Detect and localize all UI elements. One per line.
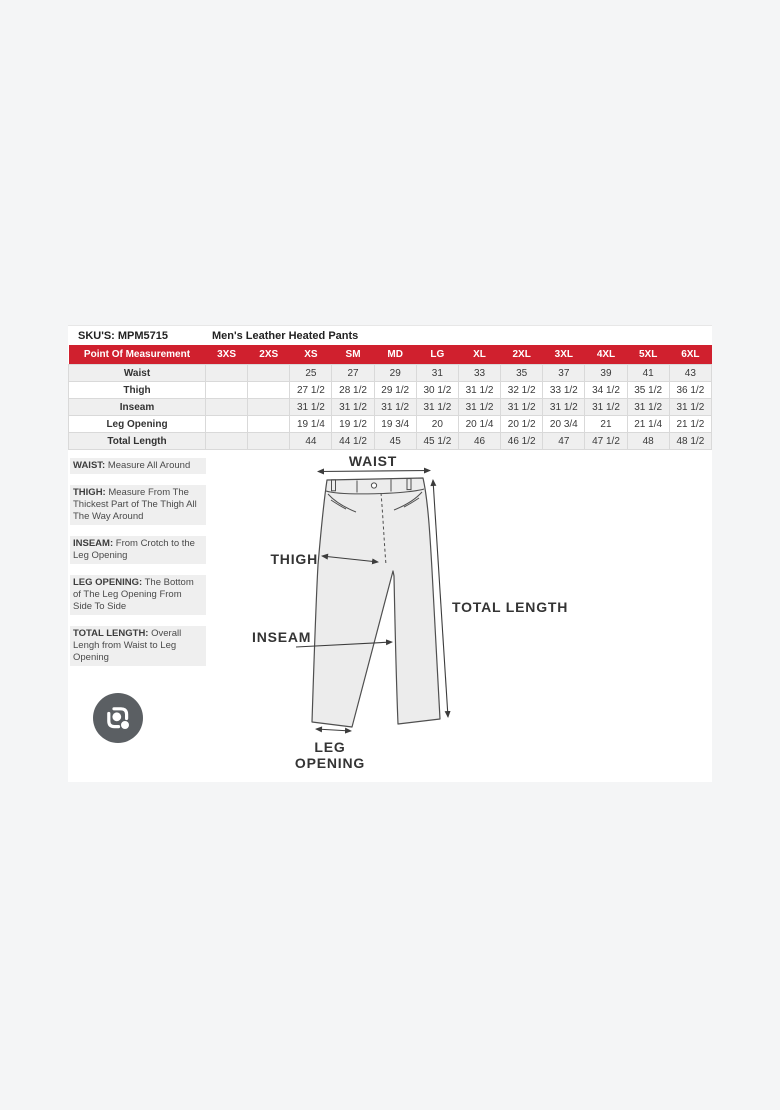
col-header-sm: SM bbox=[332, 345, 374, 365]
col-header-lg: LG bbox=[416, 345, 458, 365]
measurement-cell: 46 1/2 bbox=[501, 433, 543, 450]
col-header-2xs: 2XS bbox=[248, 345, 290, 365]
measurement-cell: 31 1/2 bbox=[290, 399, 332, 416]
total-length-label: TOTAL LENGTH bbox=[452, 599, 569, 615]
measurement-cell bbox=[206, 399, 248, 416]
measurement-cell: 31 1/2 bbox=[458, 399, 500, 416]
measurement-cell bbox=[248, 382, 290, 399]
table-row bbox=[69, 365, 712, 382]
col-header-xl: XL bbox=[458, 345, 500, 365]
measurement-cell bbox=[206, 416, 248, 433]
measurement-cell: 31 1/2 bbox=[669, 399, 711, 416]
measurement-cell: 27 bbox=[332, 365, 374, 382]
measurement-cell: 31 1/2 bbox=[543, 399, 585, 416]
sku-label: SKU'S: MPM5715 bbox=[78, 329, 169, 342]
definition-term: LEG OPENING: bbox=[73, 577, 143, 588]
measurement-cell: 21 1/2 bbox=[669, 416, 711, 433]
definitions-list bbox=[70, 458, 206, 677]
measurement-cell: 33 1/2 bbox=[543, 382, 585, 399]
measurement-cell bbox=[248, 399, 290, 416]
measurement-cell: 41 bbox=[627, 365, 669, 382]
measurement-cell: 31 1/2 bbox=[374, 399, 416, 416]
measurement-cell: 20 3/4 bbox=[543, 416, 585, 433]
measurement-cell: 25 bbox=[290, 365, 332, 382]
measurement-cell: 44 1/2 bbox=[332, 433, 374, 450]
measurement-cell: 35 1/2 bbox=[627, 382, 669, 399]
row-label: Total Length bbox=[69, 433, 206, 450]
measurement-cell: 20 bbox=[416, 416, 458, 433]
measurement-cell: 31 1/2 bbox=[332, 399, 374, 416]
measurement-cell: 46 bbox=[458, 433, 500, 450]
product-name: Men's Leather Heated Pants bbox=[212, 329, 359, 342]
row-label: Inseam bbox=[69, 399, 206, 416]
measurement-cell: 47 bbox=[543, 433, 585, 450]
measurement-cell: 19 3/4 bbox=[374, 416, 416, 433]
measurement-cell: 30 1/2 bbox=[416, 382, 458, 399]
measurement-cell: 37 bbox=[543, 365, 585, 382]
col-header-3xs: 3XS bbox=[206, 345, 248, 365]
leg-opening-label-line1: LEG bbox=[314, 739, 346, 755]
table-row bbox=[69, 399, 712, 416]
measurement-cell: 36 1/2 bbox=[669, 382, 711, 399]
measurement-cell: 45 bbox=[374, 433, 416, 450]
waist-label: WAIST bbox=[348, 453, 398, 469]
measurement-cell: 19 1/2 bbox=[332, 416, 374, 433]
table-row bbox=[69, 382, 712, 399]
col-header-2xl: 2XL bbox=[501, 345, 543, 365]
measurement-cell: 31 1/2 bbox=[585, 399, 627, 416]
definition-item: LEG OPENING: The Bottom of The Leg Opening From Side To Side bbox=[70, 575, 206, 615]
measurement-cell bbox=[248, 365, 290, 382]
measurement-cell: 39 bbox=[585, 365, 627, 382]
leg-opening-arrow bbox=[316, 729, 351, 731]
measurement-cell: 31 bbox=[416, 365, 458, 382]
leg-opening-label-line2: OPENING bbox=[294, 755, 366, 771]
col-header-xs: XS bbox=[290, 345, 332, 365]
definition-term: WAIST: bbox=[73, 460, 106, 471]
measurement-cell: 29 1/2 bbox=[374, 382, 416, 399]
measurement-cell: 19 1/4 bbox=[290, 416, 332, 433]
col-header-5xl: 5XL bbox=[627, 345, 669, 365]
measurement-cell: 34 1/2 bbox=[585, 382, 627, 399]
measurement-cell: 31 1/2 bbox=[501, 399, 543, 416]
measurement-cell: 31 1/2 bbox=[458, 382, 500, 399]
measurement-cell: 20 1/4 bbox=[458, 416, 500, 433]
definition-term: TOTAL LENGTH: bbox=[73, 628, 149, 639]
measurement-cell: 48 bbox=[627, 433, 669, 450]
measurement-cell bbox=[248, 416, 290, 433]
measurement-cell bbox=[206, 365, 248, 382]
measurement-cell: 43 bbox=[669, 365, 711, 382]
row-label: Thigh bbox=[69, 382, 206, 399]
waist-arrow bbox=[318, 471, 430, 472]
measurement-cell bbox=[206, 382, 248, 399]
measurement-cell: 47 1/2 bbox=[585, 433, 627, 450]
definition-item: WAIST: Measure All Around bbox=[70, 458, 206, 474]
measurement-cell: 33 bbox=[458, 365, 500, 382]
chart-title-row bbox=[68, 325, 712, 345]
measurement-cell: 21 bbox=[585, 416, 627, 433]
measurement-cell: 35 bbox=[501, 365, 543, 382]
measurement-cell: 21 1/4 bbox=[627, 416, 669, 433]
definition-item: TOTAL LENGTH: Overall Lengh from Waist to Leg Opening bbox=[70, 626, 206, 666]
pants-diagram-svg bbox=[245, 450, 645, 780]
measurement-cell: 48 1/2 bbox=[669, 433, 711, 450]
size-chart-header-row bbox=[69, 345, 712, 365]
waist-button bbox=[371, 483, 376, 488]
measurement-cell bbox=[248, 433, 290, 450]
measurement-cell: 31 1/2 bbox=[627, 399, 669, 416]
row-label: Waist bbox=[69, 365, 206, 382]
measurement-cell: 44 bbox=[290, 433, 332, 450]
measurement-cell bbox=[206, 433, 248, 450]
definition-item: INSEAM: From Crotch to the Leg Opening bbox=[70, 536, 206, 564]
size-chart-body bbox=[69, 365, 712, 450]
table-row bbox=[69, 416, 712, 433]
google-lens-button[interactable] bbox=[93, 693, 143, 743]
row-label: Leg Opening bbox=[69, 416, 206, 433]
col-header-point-of-measurement: Point Of Measurement bbox=[69, 345, 206, 365]
definition-term: THIGH: bbox=[73, 487, 106, 498]
measurement-cell: 31 1/2 bbox=[416, 399, 458, 416]
definition-item: THIGH: Measure From The Thickest Part of The Thigh All The Way Around bbox=[70, 485, 206, 525]
measurement-cell: 32 1/2 bbox=[501, 382, 543, 399]
size-chart-panel bbox=[68, 325, 712, 782]
measurement-cell: 20 1/2 bbox=[501, 416, 543, 433]
thigh-label: THIGH bbox=[270, 551, 318, 567]
col-header-md: MD bbox=[374, 345, 416, 365]
pants-silhouette bbox=[312, 478, 440, 727]
measurement-cell: 28 1/2 bbox=[332, 382, 374, 399]
col-header-6xl: 6XL bbox=[669, 345, 711, 365]
inseam-label: INSEAM bbox=[252, 629, 312, 645]
col-header-3xl: 3XL bbox=[543, 345, 585, 365]
measurement-cell: 45 1/2 bbox=[416, 433, 458, 450]
measurement-cell: 29 bbox=[374, 365, 416, 382]
google-lens-camera-icon bbox=[93, 693, 143, 743]
size-chart-table bbox=[68, 345, 712, 450]
definition-term: INSEAM: bbox=[73, 538, 114, 549]
table-row bbox=[69, 433, 712, 450]
measurement-cell: 27 1/2 bbox=[290, 382, 332, 399]
col-header-4xl: 4XL bbox=[585, 345, 627, 365]
